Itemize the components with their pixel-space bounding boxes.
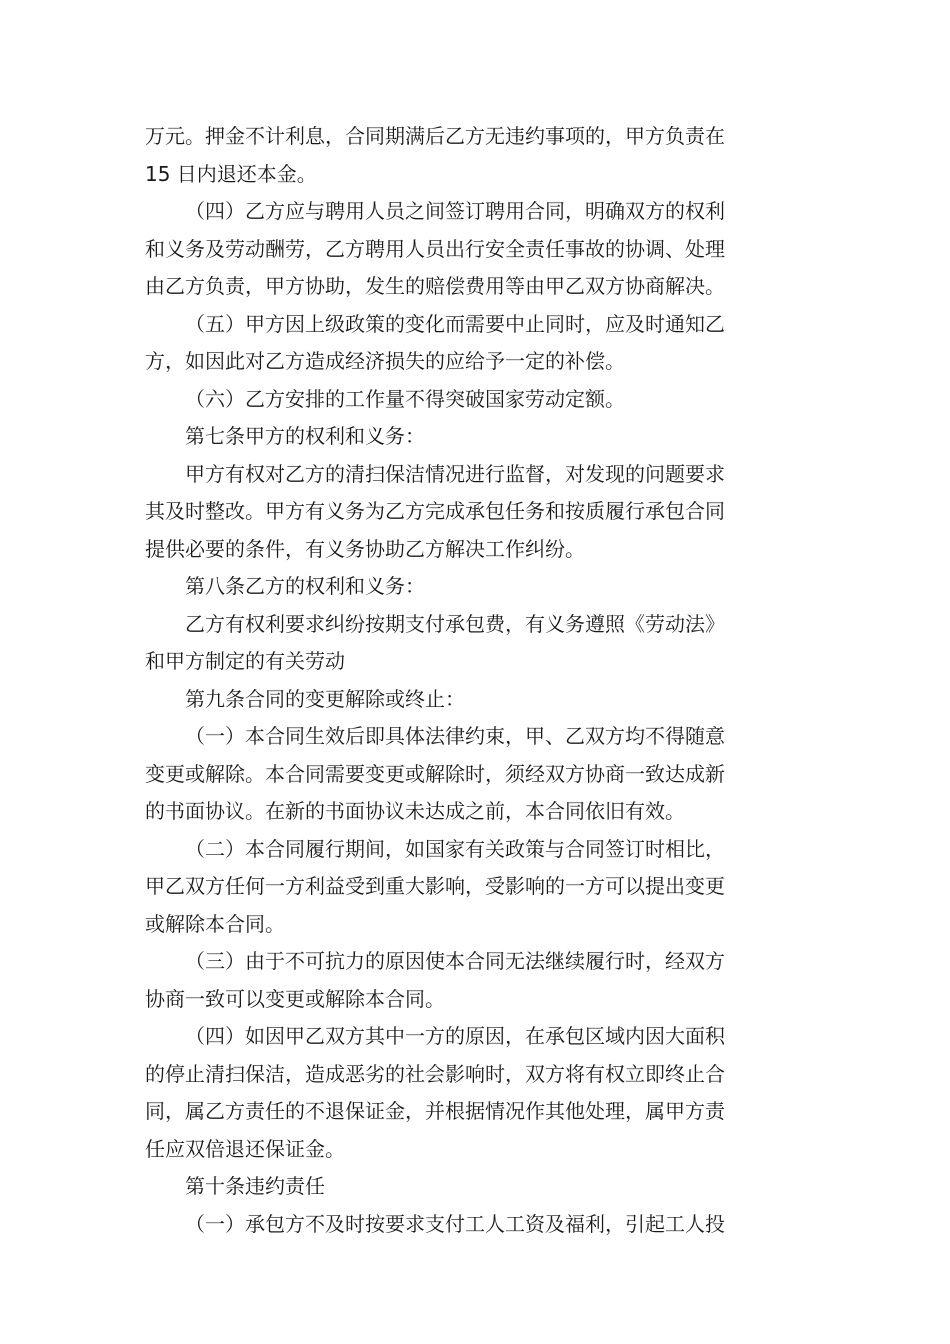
paragraph	[145, 1168, 807, 1206]
text-line: 第十条违约责任	[185, 1174, 325, 1198]
text-line: （五）甲方因上级政策的变化而需要中止同时，应及时通知乙	[185, 311, 725, 336]
text-line: 和义务及劳动酬劳，乙方聘用人员出行安全责任事故的协调、处理	[145, 236, 725, 261]
text-line: （四）乙方应与聘用人员之间签订聘用合同，明确双方的权利	[185, 199, 725, 223]
text-line: 任应双倍退还保证金。	[145, 1136, 345, 1161]
paragraph	[145, 306, 807, 381]
paragraph	[145, 1206, 807, 1244]
text-line: 其及时整改。甲方有义务为乙方完成承包任务和按质履行承包合同	[145, 499, 725, 523]
text-line: （三）由于不可抗力的原因使本合同无法继续履行时，经双方	[185, 949, 725, 973]
text-line: 协商一致可以变更或解除本合同。	[145, 986, 445, 1011]
paragraph	[145, 568, 807, 606]
text-line: （一）承包方不及时按要求支付工人工资及福利，引起工人投	[185, 1211, 725, 1236]
text-line: 提供必要的条件，有义务协助乙方解决工作纠纷。	[145, 536, 585, 561]
paragraph	[145, 606, 807, 681]
text-line: 15 日内退还本金。	[145, 161, 317, 186]
text-line: 的停止清扫保洁，造成恶劣的社会影响时，双方将有权立即终止合	[145, 1061, 725, 1086]
paragraph	[145, 381, 807, 419]
paragraph	[145, 418, 807, 456]
text-line: 第八条乙方的权利和义务：	[185, 574, 425, 598]
paragraph	[145, 943, 807, 1018]
paragraph	[145, 831, 807, 944]
text-line: 同，属乙方责任的不退保证金，并根据情况作其他处理，属甲方责	[145, 1099, 725, 1123]
text-line: 的书面协议。在新的书面协议未达成之前，本合同依旧有效。	[145, 799, 685, 823]
text-line: 方，如因此对乙方造成经济损失的应给予一定的补偿。	[145, 349, 625, 373]
text-line: 第九条合同的变更解除或终止：	[185, 686, 465, 711]
text-line: （一）本合同生效后即具体法律约束，甲、乙双方均不得随意	[185, 724, 725, 748]
paragraph	[145, 718, 807, 831]
paragraph	[145, 193, 807, 306]
text-line: （四）如因甲乙双方其中一方的原因，在承包区域内因大面积	[185, 1024, 725, 1048]
text-line: 万元。押金不计利息，合同期满后乙方无违约事项的，甲方负责在	[145, 124, 725, 148]
text-line: 变更或解除。本合同需要变更或解除时，须经双方协商一致达成新	[145, 761, 725, 786]
paragraph	[145, 118, 807, 193]
paragraph	[145, 456, 807, 569]
paragraph	[145, 1018, 807, 1168]
paragraph	[145, 681, 807, 719]
text-line: 甲方有权对乙方的清扫保洁情况进行监督，对发现的问题要求	[185, 461, 725, 486]
document-body	[145, 118, 807, 1243]
text-line: 乙方有权利要求纠纷按期支付承包费，有义务遵照《劳动法》	[185, 611, 725, 636]
text-line: （二）本合同履行期间，如国家有关政策与合同签订时相比，	[185, 836, 725, 861]
text-line: 甲乙双方任何一方利益受到重大影响，受影响的一方可以提出变更	[145, 874, 725, 898]
text-line: 由乙方负责，甲方协助，发生的赔偿费用等由甲乙双方协商解决。	[145, 274, 725, 298]
text-line: （六）乙方安排的工作量不得突破国家劳动定额。	[185, 386, 625, 411]
text-line: 第七条甲方的权利和义务：	[185, 424, 425, 448]
text-line: 或解除本合同。	[145, 911, 285, 936]
text-line: 和甲方制定的有关劳动	[145, 649, 345, 673]
